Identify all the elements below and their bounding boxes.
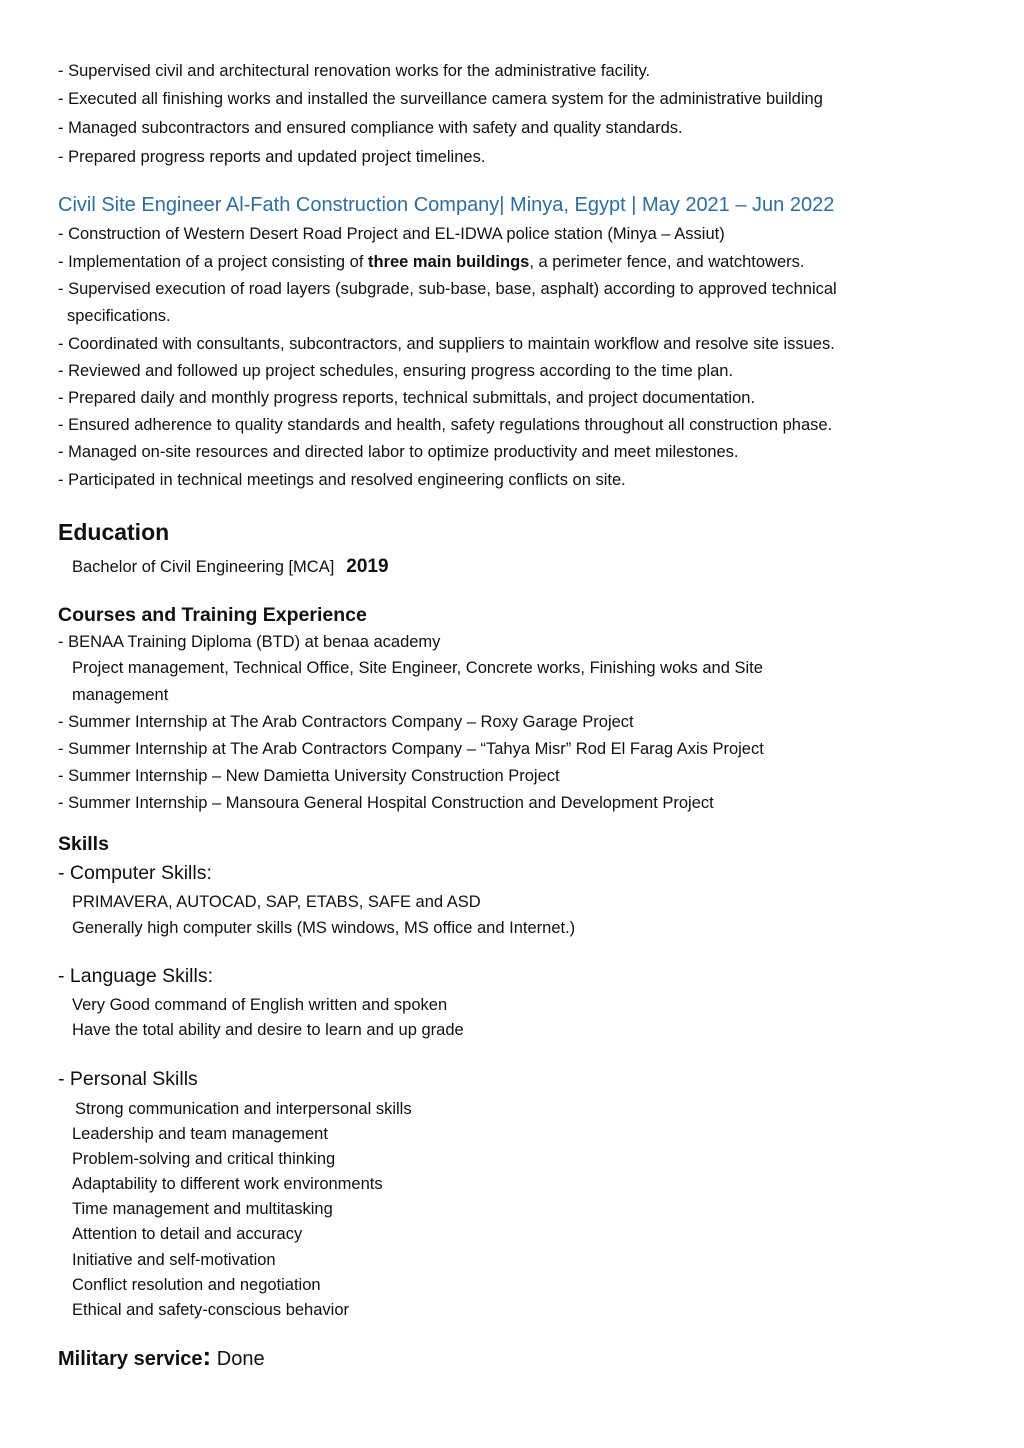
military-colon: : bbox=[202, 1341, 212, 1371]
course-item: - Summer Internship at The Arab Contractors Company – Roxy Garage Project bbox=[58, 713, 634, 731]
language-skills-heading: - Language Skills: bbox=[58, 965, 214, 987]
course-item: - Summer Internship at The Arab Contractors Company – “Tahya Misr” Rod El Farag Axis Project bbox=[58, 740, 764, 758]
skill-item: Time management and multitasking bbox=[72, 1200, 333, 1218]
skill-item: Leadership and team management bbox=[72, 1125, 328, 1143]
skill-item: Generally high computer skills (MS windows, MS office and Internet.) bbox=[72, 919, 576, 937]
skill-item: Strong communication and interpersonal skills bbox=[75, 1100, 412, 1118]
skill-item: Very Good command of English written and spoken bbox=[72, 996, 448, 1014]
job-bullet: - Managed on-site resources and directed labor to optimize productivity and meet milestones. bbox=[58, 443, 739, 461]
job-bullet: - Reviewed and followed up project schedules, ensuring progress according to the time plan. bbox=[58, 362, 734, 380]
skill-item: PRIMAVERA, AUTOCAD, SAP, ETABS, SAFE and ASD bbox=[72, 893, 481, 911]
military-label: Military service bbox=[58, 1348, 203, 1370]
degree-text: Bachelor of Civil Engineering [MCA] bbox=[72, 558, 335, 576]
course-item: - Summer Internship – Mansoura General Hospital Construction and Development Project bbox=[58, 794, 714, 812]
job-bullet-emphasis: three main buildings bbox=[368, 253, 530, 271]
job-bullet-continuation: specifications. bbox=[67, 307, 171, 325]
job-bullet: - Construction of Western Desert Road Project and EL-IDWA police station (Minya – Assiut) bbox=[58, 225, 725, 243]
skill-item: Initiative and self-motivation bbox=[72, 1251, 276, 1269]
skill-item: Attention to detail and accuracy bbox=[72, 1225, 303, 1243]
course-item: - Summer Internship – New Damietta University Construction Project bbox=[58, 767, 560, 785]
skill-item: Conflict resolution and negotiation bbox=[72, 1276, 321, 1294]
job-bullet bbox=[58, 251, 805, 273]
job-title: Civil Site Engineer Al-Fath Construction Company| Minya, Egypt | May 2021 – Jun 2022 bbox=[58, 194, 835, 216]
skills-heading: Skills bbox=[58, 833, 109, 855]
skill-item: Have the total ability and desire to learn and up grade bbox=[72, 1021, 464, 1039]
course-detail: management bbox=[72, 686, 169, 704]
experience-bullet: - Executed all finishing works and installed the surveillance camera system for the administrative building bbox=[58, 90, 823, 108]
computer-skills-heading: - Computer Skills: bbox=[58, 862, 212, 884]
military-service bbox=[58, 1342, 265, 1373]
education-degree bbox=[72, 556, 389, 578]
job-bullet-text: - Implementation of a project consisting of bbox=[58, 253, 368, 271]
job-bullet-text: , a perimeter fence, and watchtowers. bbox=[529, 253, 805, 271]
skill-item: Adaptability to different work environments bbox=[72, 1175, 383, 1193]
military-value: Done bbox=[211, 1348, 265, 1370]
job-bullet: - Participated in technical meetings and resolved engineering conflicts on site. bbox=[58, 471, 626, 489]
job-bullet: - Ensured adherence to quality standards and health, safety regulations throughout all construction phase. bbox=[58, 416, 833, 434]
skill-item: Problem-solving and critical thinking bbox=[72, 1150, 336, 1168]
personal-skills-heading: - Personal Skills bbox=[58, 1068, 198, 1090]
job-bullet: - Coordinated with consultants, subcontractors, and suppliers to maintain workflow and resolve site issues. bbox=[58, 335, 835, 353]
courses-heading: Courses and Training Experience bbox=[58, 604, 367, 626]
experience-bullet: - Supervised civil and architectural renovation works for the administrative facility. bbox=[58, 62, 651, 80]
job-bullet: - Supervised execution of road layers (subgrade, sub-base, base, asphalt) according to approved technical bbox=[58, 280, 837, 298]
job-bullet: - Prepared daily and monthly progress reports, technical submittals, and project documentation. bbox=[58, 389, 756, 407]
graduation-year: 2019 bbox=[346, 556, 389, 577]
education-heading: Education bbox=[58, 519, 170, 545]
course-detail: Project management, Technical Office, Site Engineer, Concrete works, Finishing woks and Site bbox=[72, 659, 763, 677]
experience-bullet: - Managed subcontractors and ensured compliance with safety and quality standards. bbox=[58, 119, 683, 137]
experience-bullet: - Prepared progress reports and updated project timelines. bbox=[58, 148, 486, 166]
course-item: - BENAA Training Diploma (BTD) at benaa academy bbox=[58, 633, 441, 651]
skill-item: Ethical and safety-conscious behavior bbox=[72, 1301, 349, 1319]
